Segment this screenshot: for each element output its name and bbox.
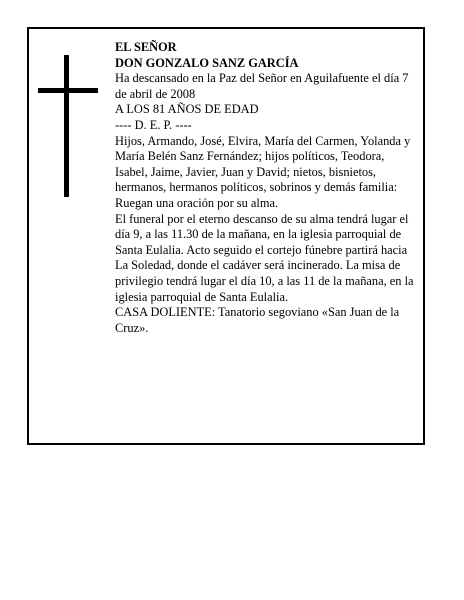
obituary-text bbox=[115, 40, 420, 336]
cross-vertical-bar bbox=[64, 55, 69, 197]
deceased-name: DON GONZALO SANZ GARCÍA bbox=[115, 55, 299, 70]
death-statement: Ha descansado en la Paz del Señor en Aguilafuente el día 7 de abril de 2008 bbox=[115, 71, 409, 101]
cross-horizontal-bar bbox=[38, 88, 98, 93]
cross-icon bbox=[38, 55, 98, 197]
age-at-death: A LOS 81 AÑOS DE EDAD bbox=[115, 102, 259, 117]
family-list: Hijos, Armando, José, Elvira, María del Carmen, Yolanda y María Belén Sanz Fernández; hijos políticos, Teodora, Isabel, Jaime, Javier, Juan y David; nietos, bisnietos, hermanos, hermanos políticos, sobrinos y demás familia: bbox=[115, 133, 411, 195]
funeral-details: El funeral por el eterno descanso de su alma tendrá lugar el día 9, a las 11.30 de la mañana, en la iglesia parroquial de Santa Eulalia. Acto seguido el cortejo fúnebre partirá hacia La Soledad, donde el cadáver será incinerado. La misa de privilegio tendrá lugar el día 10, a las 11 de la mañana, en la iglesia parroquial de Santa Eulalia. bbox=[115, 211, 414, 304]
mourning-house: CASA DOLIENTE: Tanatorio segoviano «San Juan de la Cruz». bbox=[115, 305, 400, 335]
rest-in-peace: ---- D. E. P. ---- bbox=[115, 117, 192, 132]
deceased-title: EL SEÑOR bbox=[115, 40, 177, 54]
prayer-request: Ruegan una oración por su alma. bbox=[115, 195, 279, 210]
